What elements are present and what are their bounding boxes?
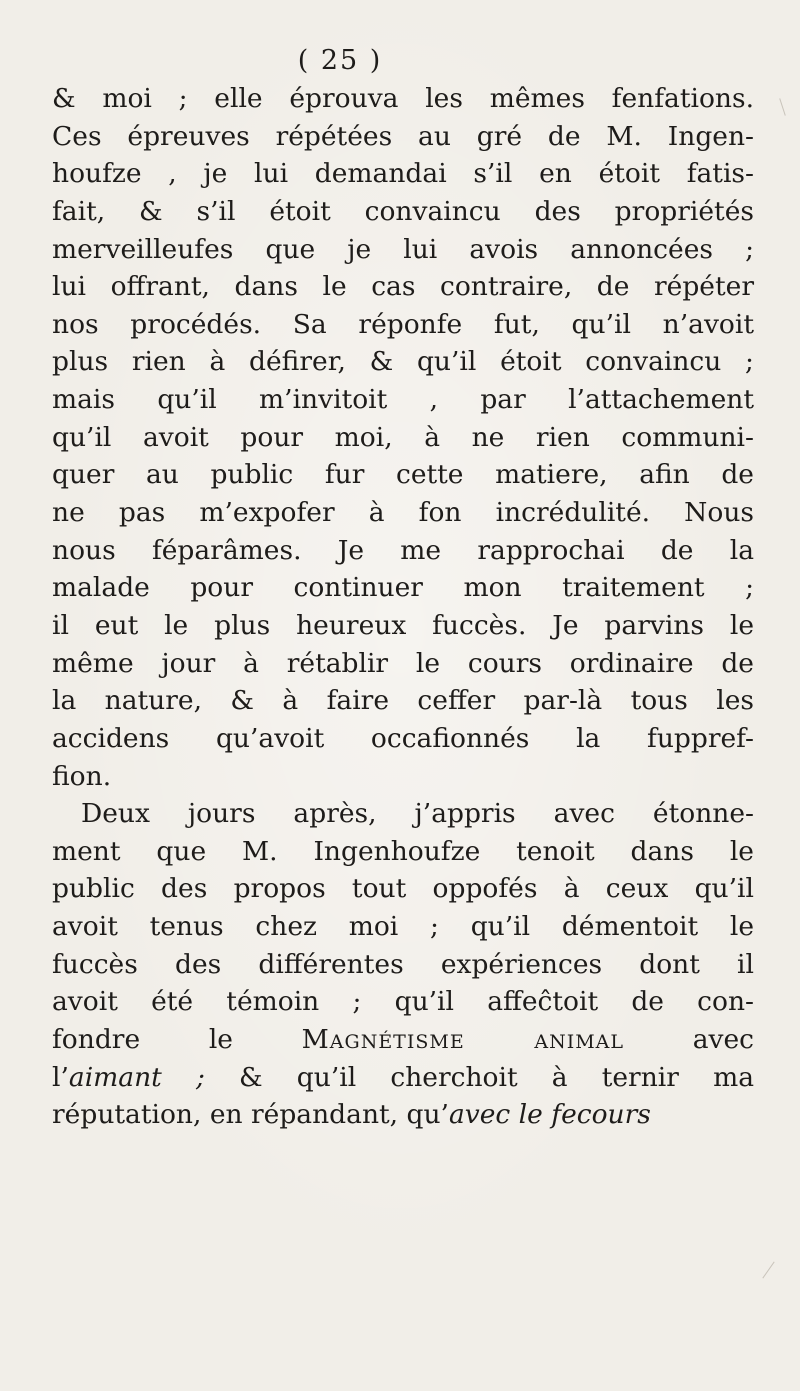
text-line: Deux jours après, j’appris avec étonne- <box>81 798 754 830</box>
text-line: il eut le plus heureux fuccès. Je parvins le <box>52 609 754 641</box>
text-line: nous féparâmes. Je me rapprochai de la <box>52 534 754 566</box>
text-line: ment que M. Ingenhoufze tenoit dans le <box>52 835 754 867</box>
text-line: avoit tenus chez moi ; qu’il démentoit le <box>52 911 754 943</box>
text-line: & moi ; elle éprouva les mêmes fenfations. <box>52 83 754 114</box>
text-fragment: réputation, en répandant, qu’ <box>52 1099 449 1131</box>
text-line: houfze , je lui demandai s’il en étoit fatis- <box>52 158 754 190</box>
text-line: public des propos tout oppofés à ceux qu’il <box>52 873 754 905</box>
text-line: fuccès des différentes expériences dont il <box>52 948 754 980</box>
text-line: avoit été témoin ; qu’il affeĉtoit de con- <box>52 986 754 1018</box>
text-line: mais qu’il m’invitoit , par l’attachement <box>52 384 754 416</box>
text-fragment: l’ <box>52 1061 69 1093</box>
margin-mark <box>779 98 786 115</box>
text-line: qu’il avoit pour moi, à ne rien communi- <box>52 421 754 453</box>
text-line: lui offrant, dans le cas contraire, de répéter <box>52 271 754 303</box>
text-line: Ces épreuves répétées au gré de M. Ingen- <box>52 120 754 152</box>
text-fragment: fondre le <box>52 1024 302 1056</box>
text-line: même jour à rétablir le cours ordinaire de <box>52 647 754 679</box>
text-line: merveilleufes que je lui avois annoncées ; <box>52 233 754 265</box>
page-number: ( 25 ) <box>297 45 383 76</box>
small-caps-text: Magnétisme animal <box>301 1024 625 1056</box>
text-line: malade pour continuer mon traitement ; <box>52 572 754 604</box>
text-fragment: avec <box>624 1024 754 1056</box>
italic-text: aimant ; <box>68 1061 205 1093</box>
text-fragment: & qu’il cherchoit à ternir ma <box>204 1061 754 1093</box>
margin-mark <box>762 1262 774 1279</box>
italic-text: avec le fecours <box>448 1099 651 1131</box>
text-line: la nature, & à faire ceffer par-là tous les <box>52 685 754 717</box>
text-line <box>52 1096 754 1134</box>
text-line: nos procédés. Sa réponfe fut, qu’il n’avoit <box>52 308 754 340</box>
text-line: quer au public fur cette matiere, afin de <box>52 459 754 491</box>
text-line <box>52 1021 754 1059</box>
body-text <box>52 80 754 1134</box>
text-line: fion. <box>52 760 112 792</box>
text-line <box>52 1059 754 1097</box>
text-line: fait, & s’il étoit convaincu des propriétés <box>52 195 754 227</box>
text-line: ne pas m’expofer à fon incrédulité. Nous <box>52 497 754 529</box>
text-line: accidens qu’avoit occafionnés la fuppref- <box>52 722 754 754</box>
text-line: plus rien à défirer, & qu’il étoit convaincu ; <box>52 346 754 378</box>
